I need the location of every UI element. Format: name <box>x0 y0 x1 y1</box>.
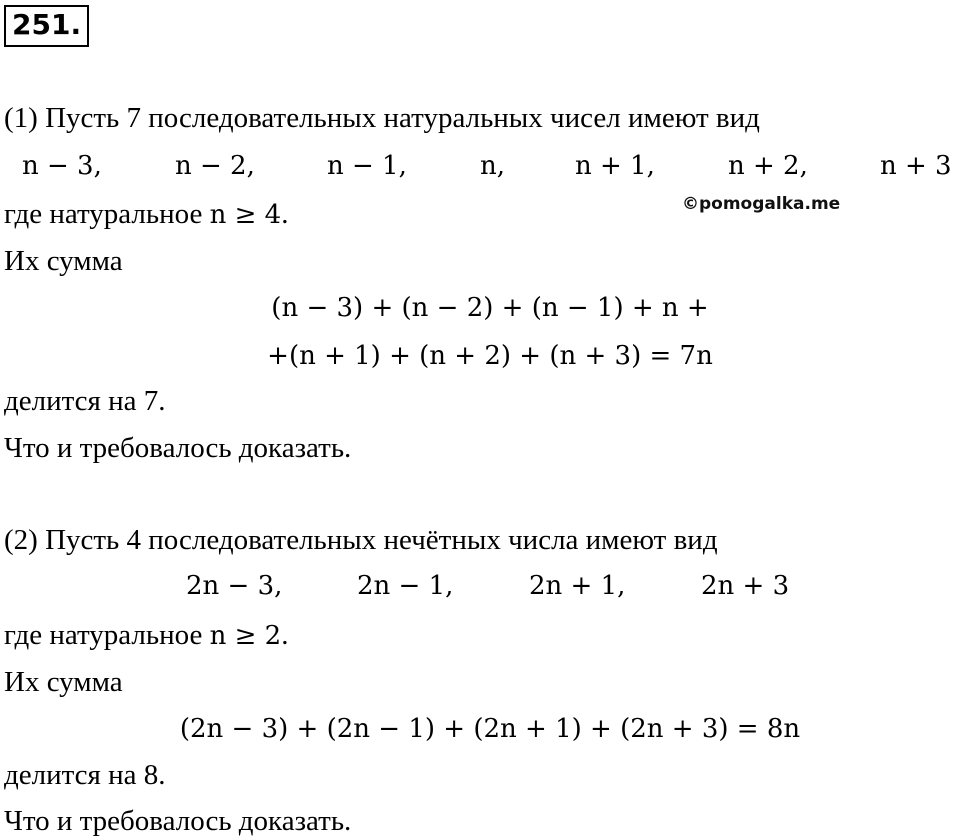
part2-condition-text: где натуральное <box>4 619 210 651</box>
part2-divisible: делится на 8. <box>4 759 166 791</box>
problem-number: 251. <box>4 5 89 47</box>
watermark: ©pomogalka.me <box>682 194 841 214</box>
part1-sum-line2: +(n + 1) + (n + 2) + (n + 3) = 7n <box>267 341 713 371</box>
part2-sum-label: Их сумма <box>4 666 123 698</box>
part1-seq-item: n + 3 <box>880 151 952 181</box>
part2-seq-item: 2n + 3 <box>701 571 790 601</box>
part1-condition-text: где натуральное <box>4 198 210 230</box>
part2-seq-item: 2n − 3, <box>186 571 283 601</box>
part1-sum-label: Их сумма <box>4 245 123 277</box>
part1-intro: (1) Пусть 7 последовательных натуральных чисел имеют вид <box>4 102 760 134</box>
part2-condition-end: . <box>281 619 289 651</box>
part2-seq-item: 2n − 1, <box>357 571 454 601</box>
part1-condition <box>4 196 288 233</box>
part1-seq-item: n − 3, <box>22 151 102 181</box>
part1-seq-item: n, <box>480 151 506 181</box>
part1-seq-item: n − 2, <box>175 151 255 181</box>
part1-seq-item: n + 2, <box>728 151 808 181</box>
part1-sum-line1: (n − 3) + (n − 2) + (n − 1) + n + <box>271 293 709 323</box>
part2-seq-item: 2n + 1, <box>529 571 626 601</box>
part1-conclusion: Что и требовалось доказать. <box>4 432 352 464</box>
part1-seq-item: n − 1, <box>327 151 407 181</box>
part1-seq-item: n + 1, <box>575 151 655 181</box>
part2-condition <box>4 617 288 654</box>
part1-condition-end: . <box>281 198 289 230</box>
part2-conclusion: Что и требовалось доказать. <box>4 805 352 837</box>
part1-divisible: делится на 7. <box>4 385 166 417</box>
part2-sum-line: (2n − 3) + (2n − 1) + (2n + 1) + (2n + 3) = 8n <box>179 714 801 744</box>
part2-intro: (2) Пусть 4 последовательных нечётных числа имеют вид <box>4 524 718 556</box>
part2-condition-math: n ≥ 2 <box>209 621 282 651</box>
part1-condition-math: n ≥ 4 <box>209 200 282 230</box>
